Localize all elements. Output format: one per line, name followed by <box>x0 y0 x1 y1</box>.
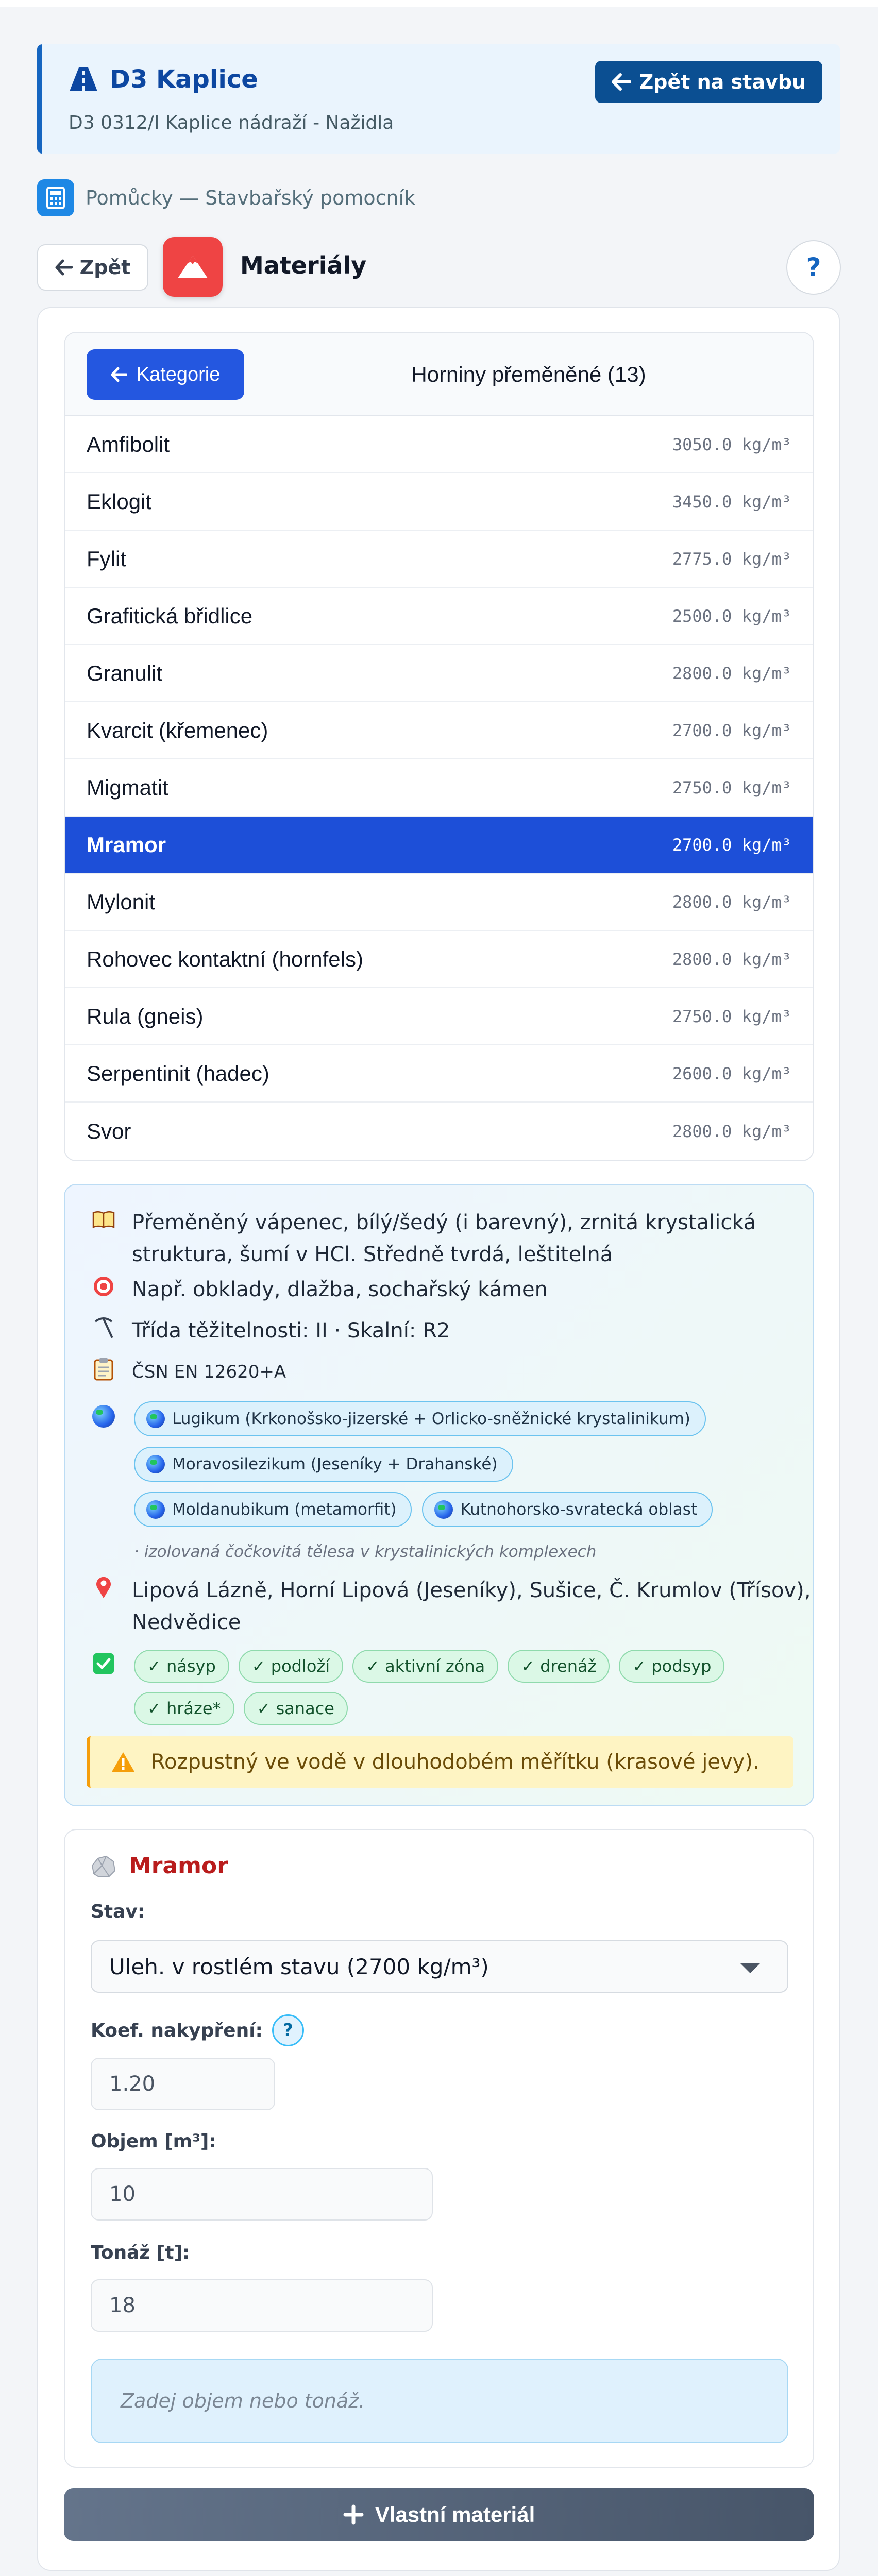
list-item[interactable] <box>65 531 813 588</box>
list-item[interactable] <box>65 416 813 473</box>
mountain-icon <box>163 237 223 297</box>
material-list <box>64 332 814 1161</box>
item-name: Rohovec kontaktní (hornfels) <box>87 946 363 971</box>
use-chips <box>134 1650 773 1725</box>
page-title: Materiály <box>240 251 367 279</box>
warning-icon <box>111 1751 136 1773</box>
arrow-left-icon <box>612 73 631 91</box>
state-select-value: Uleh. v rostlém stavu (2700 kg/m³) <box>109 1954 489 1979</box>
custom-material-button[interactable] <box>64 2488 814 2541</box>
globe-icon <box>146 1500 165 1519</box>
list-item[interactable] <box>65 759 813 817</box>
item-name: Svor <box>87 1118 131 1143</box>
region-chip <box>134 1401 706 1436</box>
standard-line <box>91 1356 286 1388</box>
arrow-left-icon <box>55 259 73 276</box>
item-name: Kvarcit (křemenec) <box>87 718 268 742</box>
use-chip: ✓ aktivní zóna <box>352 1650 498 1683</box>
item-name: Granulit <box>87 660 163 685</box>
list-item[interactable] <box>65 931 813 988</box>
region-label: Moravosilezikum (Jeseníky + Drahanské) <box>172 1455 498 1473</box>
usage-text: Např. obklady, dlažba, sochařský kámen <box>132 1278 548 1301</box>
list-item-selected[interactable] <box>65 817 813 874</box>
list-header <box>65 333 813 416</box>
list-item[interactable] <box>65 702 813 759</box>
globe-icon <box>146 1410 165 1428</box>
item-density: 2775.0 kg/m³ <box>672 549 791 569</box>
standard-text: ČSN EN 12620+A <box>132 1362 286 1382</box>
warning-text: Rozpustný ve vodě v dlouhodobém měřítku (krasové jevy). <box>151 1750 759 1774</box>
item-density: 2700.0 kg/m³ <box>672 720 791 740</box>
arrow-left-icon <box>111 367 127 382</box>
use-chip: ✓ sanace <box>244 1692 348 1725</box>
swell-input[interactable]: 1.20 <box>91 2058 275 2110</box>
globe-icon <box>91 1403 116 1429</box>
item-density: 2600.0 kg/m³ <box>672 1063 791 1083</box>
list-item[interactable] <box>65 874 813 931</box>
region-label: Kutnohorsko-svratecká oblast <box>460 1500 698 1519</box>
calculator-title: Mramor <box>129 1853 228 1879</box>
back-to-site-label: Zpět na stavbu <box>639 71 806 93</box>
rock-icon <box>91 1854 116 1878</box>
class-line <box>91 1315 450 1347</box>
item-name: Mylonit <box>87 889 156 914</box>
description-text-1: Přeměněný vápenec, bílý/šedý (i barevný), zrnitá krystalická <box>132 1211 756 1234</box>
item-name: Fylit <box>87 546 126 571</box>
item-name: Mramor <box>87 832 166 857</box>
list-rows <box>65 416 813 1160</box>
site-header <box>37 44 840 154</box>
use-chip: ✓ násyp <box>134 1650 229 1683</box>
item-name: Amfibolit <box>87 432 170 456</box>
description-text-2: struktura, šumí v HCl. Středně tvrdá, leštitelná <box>132 1243 613 1266</box>
warning-banner <box>87 1736 793 1788</box>
localities-text-1: Lipová Lázně, Horní Lipová (Jeseníky), Sušice, Č. Krumlov (Třísov), <box>132 1579 811 1602</box>
calculator-icon <box>37 179 74 216</box>
state-select[interactable] <box>91 1940 788 1993</box>
top-strip <box>0 0 878 7</box>
globe-icon <box>434 1500 453 1519</box>
category-button[interactable] <box>87 349 244 400</box>
uses-line <box>91 1651 116 1676</box>
list-item[interactable] <box>65 988 813 1045</box>
region-chip <box>134 1492 412 1527</box>
chevron-down-icon <box>740 1963 761 1973</box>
item-name: Migmatit <box>87 775 168 800</box>
globe-icon <box>146 1455 165 1473</box>
use-chip: ✓ podloží <box>239 1650 343 1683</box>
list-item[interactable] <box>65 645 813 702</box>
state-label: Stav: <box>91 1901 145 1922</box>
item-density: 2700.0 kg/m³ <box>672 835 791 855</box>
breadcrumb-label: Pomůcky — Stavbařský pomocník <box>86 187 416 209</box>
pickaxe-icon <box>91 1315 116 1341</box>
breadcrumb <box>37 179 415 216</box>
class-text: Třída těžitelnosti: II · Skalní: R2 <box>132 1319 450 1343</box>
swell-label-row <box>91 2014 304 2046</box>
item-density: 3050.0 kg/m³ <box>672 434 791 454</box>
use-chip: ✓ drenáž <box>508 1650 610 1683</box>
category-button-label: Kategorie <box>136 363 221 385</box>
list-item[interactable] <box>65 1045 813 1103</box>
region-note: · izolovaná čočkovitá tělesa v krystalinických komplexech <box>134 1543 597 1561</box>
region-chip <box>134 1447 513 1482</box>
swell-label: Koef. nakypření: <box>91 2020 263 2041</box>
back-to-site-button[interactable] <box>595 61 822 103</box>
list-item[interactable] <box>65 1103 813 1160</box>
pin-icon <box>91 1574 116 1600</box>
tonnage-input[interactable]: 18 <box>91 2279 433 2332</box>
site-subtitle: D3 0312/I Kaplice nádraží - Nažidla <box>69 112 394 133</box>
item-name: Rula (gneis) <box>87 1004 204 1028</box>
localities-text-2: Nedvědice <box>132 1611 241 1634</box>
item-density: 2750.0 kg/m³ <box>672 777 791 798</box>
back-label: Zpět <box>79 256 131 279</box>
tonnage-label: Tonáž [t]: <box>91 2242 190 2263</box>
result-box: Zadej objem nebo tonáž. <box>91 2359 788 2443</box>
site-title: D3 Kaplice <box>110 65 258 94</box>
item-density: 2800.0 kg/m³ <box>672 1121 791 1141</box>
localities-line <box>91 1574 811 1638</box>
road-icon <box>69 66 98 92</box>
target-icon <box>91 1274 116 1299</box>
item-density: 2500.0 kg/m³ <box>672 606 791 626</box>
item-density: 2800.0 kg/m³ <box>672 949 791 969</box>
item-density: 3450.0 kg/m³ <box>672 492 791 512</box>
swell-help-button[interactable]: ? <box>272 2014 304 2046</box>
material-info <box>64 1184 814 1806</box>
use-chip: ✓ podsyp <box>619 1650 724 1683</box>
usage-line <box>91 1274 548 1306</box>
region-chips <box>134 1401 783 1527</box>
book-icon <box>91 1207 116 1232</box>
plus-icon <box>343 2504 364 2525</box>
item-density: 2800.0 kg/m³ <box>672 892 791 912</box>
help-button[interactable]: ? <box>786 240 841 295</box>
item-name: Serpentinit (hadec) <box>87 1061 269 1086</box>
item-density: 2750.0 kg/m³ <box>672 1006 791 1026</box>
regions-line <box>91 1403 116 1429</box>
description-line <box>91 1207 756 1270</box>
check-box-icon <box>91 1651 116 1676</box>
volume-input[interactable]: 10 <box>91 2168 433 2221</box>
region-label: Lugikum (Krkonošsko-jizerské + Orlicko-sněžnické krystalinikum) <box>172 1410 690 1428</box>
list-item[interactable] <box>65 588 813 645</box>
custom-material-label: Vlastní materiál <box>375 2502 535 2527</box>
clipboard-icon <box>91 1356 116 1382</box>
list-title: Horniny přeměněné (13) <box>411 362 646 386</box>
item-density: 2800.0 kg/m³ <box>672 663 791 683</box>
volume-label: Objem [m³]: <box>91 2131 216 2152</box>
calculator-title-row <box>91 1853 228 1879</box>
use-chip: ✓ hráze* <box>134 1692 234 1725</box>
list-item[interactable] <box>65 473 813 531</box>
back-button[interactable] <box>37 244 148 291</box>
calculator-panel <box>64 1829 814 2468</box>
site-title-row <box>69 65 258 94</box>
region-chip <box>422 1492 713 1527</box>
item-name: Eklogit <box>87 489 152 514</box>
region-label: Moldanubikum (metamorfit) <box>172 1500 397 1519</box>
item-name: Grafitická břidlice <box>87 603 253 628</box>
